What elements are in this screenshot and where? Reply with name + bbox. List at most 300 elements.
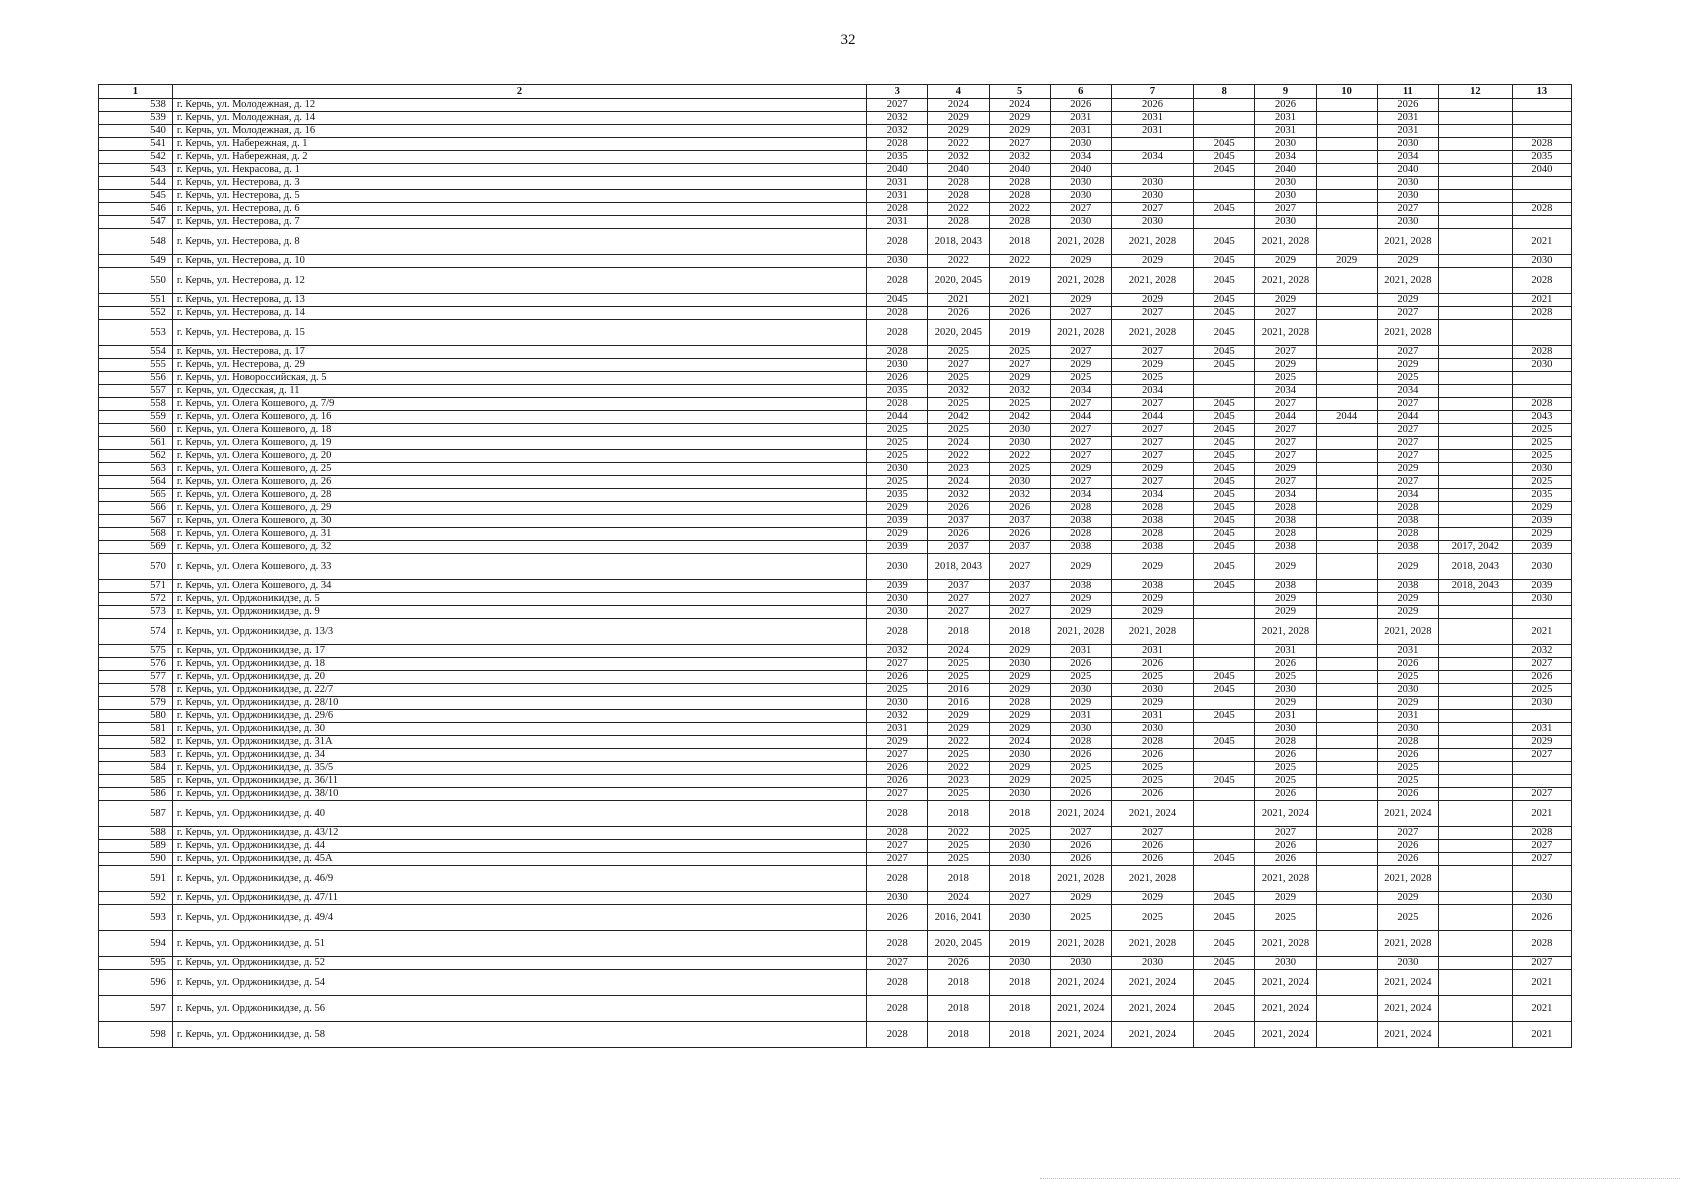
year-cell-8: 2045 xyxy=(1194,671,1255,684)
year-cell-5: 2022 xyxy=(989,255,1050,268)
table-row xyxy=(99,801,1572,827)
year-cell-10 xyxy=(1316,476,1377,489)
year-cell-13: 2027 xyxy=(1512,749,1571,762)
year-cell-13: 2026 xyxy=(1512,905,1571,931)
year-cell-13: 2028 xyxy=(1512,398,1571,411)
year-cell-4: 2020, 2045 xyxy=(928,268,989,294)
year-cell-4: 2022 xyxy=(928,138,989,151)
year-cell-11: 2026 xyxy=(1377,749,1438,762)
year-cell-10 xyxy=(1316,606,1377,619)
year-cell-7: 2029 xyxy=(1111,294,1193,307)
year-cell-12 xyxy=(1438,619,1512,645)
year-cell-12 xyxy=(1438,476,1512,489)
year-cell-4: 2018 xyxy=(928,996,989,1022)
year-cell-4: 2018 xyxy=(928,801,989,827)
year-cell-12: 2017, 2042 xyxy=(1438,541,1512,554)
year-cell-13: 2039 xyxy=(1512,515,1571,528)
year-cell-4: 2016 xyxy=(928,684,989,697)
address-cell: г. Керчь, ул. Одесская, д. 11 xyxy=(172,385,866,398)
year-cell-3: 2026 xyxy=(867,905,928,931)
year-cell-10 xyxy=(1316,619,1377,645)
column-header-9: 9 xyxy=(1255,85,1316,99)
address-cell: г. Керчь, ул. Орджоникидзе, д. 31А xyxy=(172,736,866,749)
year-cell-4: 2025 xyxy=(928,372,989,385)
year-cell-8: 2045 xyxy=(1194,450,1255,463)
address-cell: г. Керчь, ул. Нестерова, д. 12 xyxy=(172,268,866,294)
year-cell-11: 2029 xyxy=(1377,294,1438,307)
year-cell-5: 2018 xyxy=(989,229,1050,255)
year-cell-3: 2039 xyxy=(867,515,928,528)
year-cell-3: 2025 xyxy=(867,424,928,437)
year-cell-10 xyxy=(1316,931,1377,957)
year-cell-5: 2029 xyxy=(989,710,1050,723)
year-cell-10: 2044 xyxy=(1316,411,1377,424)
year-cell-6: 2034 xyxy=(1050,489,1111,502)
table-row xyxy=(99,112,1572,125)
year-cell-12 xyxy=(1438,996,1512,1022)
year-cell-4: 2018, 2043 xyxy=(928,229,989,255)
year-cell-4: 2025 xyxy=(928,788,989,801)
table-row xyxy=(99,905,1572,931)
year-cell-12 xyxy=(1438,320,1512,346)
year-cell-11: 2040 xyxy=(1377,164,1438,177)
year-cell-13: 2025 xyxy=(1512,476,1571,489)
year-cell-3: 2028 xyxy=(867,320,928,346)
year-cell-4: 2025 xyxy=(928,398,989,411)
table-row xyxy=(99,411,1572,424)
year-cell-7: 2044 xyxy=(1111,411,1193,424)
year-cell-10 xyxy=(1316,125,1377,138)
address-cell: г. Керчь, ул. Орджоникидзе, д. 49/4 xyxy=(172,905,866,931)
year-cell-11: 2034 xyxy=(1377,489,1438,502)
year-cell-12 xyxy=(1438,216,1512,229)
address-cell: г. Керчь, ул. Нестерова, д. 5 xyxy=(172,190,866,203)
year-cell-8: 2045 xyxy=(1194,346,1255,359)
year-cell-4: 2016 xyxy=(928,697,989,710)
year-cell-13: 2030 xyxy=(1512,463,1571,476)
address-cell: г. Керчь, ул. Орджоникидзе, д. 5 xyxy=(172,593,866,606)
address-cell: г. Керчь, ул. Олега Кошевого, д. 32 xyxy=(172,541,866,554)
table-row xyxy=(99,320,1572,346)
year-cell-5: 2029 xyxy=(989,762,1050,775)
year-cell-10 xyxy=(1316,866,1377,892)
year-cell-13: 2030 xyxy=(1512,892,1571,905)
year-cell-9: 2021, 2028 xyxy=(1255,619,1316,645)
year-cell-3: 2028 xyxy=(867,398,928,411)
row-number: 582 xyxy=(99,736,173,749)
year-cell-12 xyxy=(1438,190,1512,203)
column-header-3: 3 xyxy=(867,85,928,99)
year-cell-8 xyxy=(1194,801,1255,827)
row-number: 594 xyxy=(99,931,173,957)
year-cell-10 xyxy=(1316,307,1377,320)
year-cell-12 xyxy=(1438,736,1512,749)
year-cell-6: 2027 xyxy=(1050,450,1111,463)
year-cell-4: 2022 xyxy=(928,203,989,216)
year-cell-11: 2021, 2028 xyxy=(1377,268,1438,294)
year-cell-13: 2028 xyxy=(1512,268,1571,294)
row-number: 584 xyxy=(99,762,173,775)
year-cell-9: 2038 xyxy=(1255,515,1316,528)
row-number: 556 xyxy=(99,372,173,385)
row-number: 591 xyxy=(99,866,173,892)
year-cell-10 xyxy=(1316,827,1377,840)
year-cell-5: 2025 xyxy=(989,346,1050,359)
year-cell-6: 2030 xyxy=(1050,177,1111,190)
address-cell: г. Керчь, ул. Орджоникидзе, д. 17 xyxy=(172,645,866,658)
year-cell-4: 2018 xyxy=(928,1022,989,1048)
year-cell-5: 2037 xyxy=(989,515,1050,528)
year-cell-11: 2026 xyxy=(1377,99,1438,112)
year-cell-3: 2025 xyxy=(867,437,928,450)
year-cell-11: 2026 xyxy=(1377,658,1438,671)
year-cell-7: 2025 xyxy=(1111,671,1193,684)
year-cell-5: 2042 xyxy=(989,411,1050,424)
year-cell-13: 2027 xyxy=(1512,658,1571,671)
year-cell-7: 2021, 2024 xyxy=(1111,970,1193,996)
table-row xyxy=(99,970,1572,996)
year-cell-13: 2025 xyxy=(1512,684,1571,697)
year-cell-4: 2029 xyxy=(928,112,989,125)
year-cell-10 xyxy=(1316,398,1377,411)
year-cell-8: 2045 xyxy=(1194,398,1255,411)
year-cell-12 xyxy=(1438,866,1512,892)
year-cell-6: 2030 xyxy=(1050,723,1111,736)
year-cell-9: 2030 xyxy=(1255,138,1316,151)
year-cell-12 xyxy=(1438,138,1512,151)
address-cell: г. Керчь, ул. Олега Кошевого, д. 26 xyxy=(172,476,866,489)
year-cell-5: 2028 xyxy=(989,697,1050,710)
address-cell: г. Керчь, ул. Орджоникидзе, д. 9 xyxy=(172,606,866,619)
year-cell-10 xyxy=(1316,723,1377,736)
address-cell: г. Керчь, ул. Орджоникидзе, д. 56 xyxy=(172,996,866,1022)
column-header-13: 13 xyxy=(1512,85,1571,99)
table-row xyxy=(99,359,1572,372)
table-row xyxy=(99,658,1572,671)
year-cell-11: 2021, 2024 xyxy=(1377,970,1438,996)
year-cell-6: 2025 xyxy=(1050,372,1111,385)
year-cell-4: 2022 xyxy=(928,762,989,775)
year-cell-9: 2034 xyxy=(1255,151,1316,164)
year-cell-6: 2029 xyxy=(1050,463,1111,476)
table-row xyxy=(99,749,1572,762)
year-cell-5: 2018 xyxy=(989,866,1050,892)
year-cell-13 xyxy=(1512,112,1571,125)
year-cell-6: 2038 xyxy=(1050,541,1111,554)
year-cell-7: 2021, 2028 xyxy=(1111,619,1193,645)
year-cell-12 xyxy=(1438,203,1512,216)
year-cell-11: 2029 xyxy=(1377,697,1438,710)
year-cell-10 xyxy=(1316,775,1377,788)
year-cell-13 xyxy=(1512,775,1571,788)
year-cell-11: 2025 xyxy=(1377,372,1438,385)
year-cell-7: 2031 xyxy=(1111,125,1193,138)
year-cell-13 xyxy=(1512,372,1571,385)
column-header-4: 4 xyxy=(928,85,989,99)
table-row xyxy=(99,593,1572,606)
year-cell-7: 2021, 2028 xyxy=(1111,931,1193,957)
year-cell-6: 2031 xyxy=(1050,125,1111,138)
year-cell-4: 2026 xyxy=(928,502,989,515)
year-cell-8 xyxy=(1194,606,1255,619)
year-cell-10 xyxy=(1316,268,1377,294)
year-cell-11: 2030 xyxy=(1377,138,1438,151)
year-cell-13: 2039 xyxy=(1512,541,1571,554)
year-cell-10 xyxy=(1316,502,1377,515)
row-number: 567 xyxy=(99,515,173,528)
year-cell-7: 2021, 2024 xyxy=(1111,1022,1193,1048)
year-cell-3: 2040 xyxy=(867,164,928,177)
table-row xyxy=(99,398,1572,411)
year-cell-3: 2028 xyxy=(867,268,928,294)
year-cell-8: 2045 xyxy=(1194,476,1255,489)
table-row xyxy=(99,476,1572,489)
year-cell-11: 2027 xyxy=(1377,203,1438,216)
year-cell-7: 2028 xyxy=(1111,502,1193,515)
year-cell-3: 2030 xyxy=(867,255,928,268)
year-cell-8: 2045 xyxy=(1194,957,1255,970)
year-cell-6: 2031 xyxy=(1050,710,1111,723)
year-cell-4: 2024 xyxy=(928,99,989,112)
year-cell-8: 2045 xyxy=(1194,710,1255,723)
year-cell-12 xyxy=(1438,684,1512,697)
year-cell-3: 2032 xyxy=(867,710,928,723)
address-cell: г. Керчь, ул. Молодежная, д. 16 xyxy=(172,125,866,138)
year-cell-8: 2045 xyxy=(1194,411,1255,424)
year-cell-9: 2025 xyxy=(1255,762,1316,775)
scan-artifact-line xyxy=(1040,1178,1680,1179)
table-row xyxy=(99,346,1572,359)
year-cell-8: 2045 xyxy=(1194,853,1255,866)
year-cell-9: 2029 xyxy=(1255,606,1316,619)
year-cell-8: 2045 xyxy=(1194,203,1255,216)
table-row xyxy=(99,775,1572,788)
address-cell: г. Керчь, ул. Олега Кошевого, д. 30 xyxy=(172,515,866,528)
year-cell-8: 2045 xyxy=(1194,1022,1255,1048)
year-cell-4: 2020, 2045 xyxy=(928,931,989,957)
year-cell-12 xyxy=(1438,372,1512,385)
address-cell: г. Керчь, ул. Олега Кошевого, д. 34 xyxy=(172,580,866,593)
year-cell-8: 2045 xyxy=(1194,541,1255,554)
year-cell-7: 2027 xyxy=(1111,476,1193,489)
row-number: 541 xyxy=(99,138,173,151)
column-header-1: 1 xyxy=(99,85,173,99)
year-cell-13 xyxy=(1512,762,1571,775)
year-cell-12: 2018, 2043 xyxy=(1438,554,1512,580)
row-number: 549 xyxy=(99,255,173,268)
year-cell-12 xyxy=(1438,229,1512,255)
year-cell-12 xyxy=(1438,788,1512,801)
row-number: 575 xyxy=(99,645,173,658)
address-cell: г. Керчь, ул. Нестерова, д. 14 xyxy=(172,307,866,320)
year-cell-3: 2030 xyxy=(867,593,928,606)
year-cell-8 xyxy=(1194,645,1255,658)
row-number: 572 xyxy=(99,593,173,606)
year-cell-11: 2026 xyxy=(1377,840,1438,853)
year-cell-7: 2029 xyxy=(1111,697,1193,710)
year-cell-11: 2027 xyxy=(1377,827,1438,840)
year-cell-7: 2034 xyxy=(1111,489,1193,502)
year-cell-8: 2045 xyxy=(1194,736,1255,749)
address-cell: г. Керчь, ул. Олега Кошевого, д. 19 xyxy=(172,437,866,450)
year-cell-4: 2023 xyxy=(928,775,989,788)
year-cell-12 xyxy=(1438,671,1512,684)
year-cell-3: 2026 xyxy=(867,372,928,385)
address-cell: г. Керчь, ул. Нестерова, д. 6 xyxy=(172,203,866,216)
year-cell-11: 2027 xyxy=(1377,398,1438,411)
year-cell-6: 2025 xyxy=(1050,905,1111,931)
year-cell-3: 2028 xyxy=(867,307,928,320)
year-cell-3: 2028 xyxy=(867,801,928,827)
year-cell-10 xyxy=(1316,346,1377,359)
year-cell-7: 2030 xyxy=(1111,177,1193,190)
row-number: 581 xyxy=(99,723,173,736)
year-cell-9: 2021, 2028 xyxy=(1255,931,1316,957)
year-cell-12 xyxy=(1438,463,1512,476)
row-number: 586 xyxy=(99,788,173,801)
year-cell-3: 2028 xyxy=(867,138,928,151)
year-cell-3: 2035 xyxy=(867,151,928,164)
year-cell-7: 2030 xyxy=(1111,216,1193,229)
year-cell-6: 2026 xyxy=(1050,99,1111,112)
table-row xyxy=(99,788,1572,801)
year-cell-7: 2027 xyxy=(1111,307,1193,320)
year-cell-8: 2045 xyxy=(1194,905,1255,931)
year-cell-10 xyxy=(1316,359,1377,372)
year-cell-6: 2026 xyxy=(1050,853,1111,866)
year-cell-3: 2028 xyxy=(867,619,928,645)
year-cell-3: 2026 xyxy=(867,775,928,788)
year-cell-9: 2029 xyxy=(1255,892,1316,905)
address-cell: г. Керчь, ул. Молодежная, д. 14 xyxy=(172,112,866,125)
year-cell-13: 2029 xyxy=(1512,502,1571,515)
row-number: 566 xyxy=(99,502,173,515)
row-number: 565 xyxy=(99,489,173,502)
column-header-12: 12 xyxy=(1438,85,1512,99)
table-row xyxy=(99,931,1572,957)
year-cell-3: 2025 xyxy=(867,450,928,463)
year-cell-3: 2035 xyxy=(867,489,928,502)
year-cell-8 xyxy=(1194,697,1255,710)
year-cell-4: 2022 xyxy=(928,827,989,840)
year-cell-8 xyxy=(1194,593,1255,606)
table-row xyxy=(99,528,1572,541)
year-cell-7: 2021, 2028 xyxy=(1111,866,1193,892)
year-cell-6: 2025 xyxy=(1050,775,1111,788)
year-cell-10 xyxy=(1316,229,1377,255)
year-cell-7: 2028 xyxy=(1111,528,1193,541)
row-number: 583 xyxy=(99,749,173,762)
table-row xyxy=(99,372,1572,385)
address-cell: г. Керчь, ул. Нестерова, д. 17 xyxy=(172,346,866,359)
table-row xyxy=(99,463,1572,476)
year-cell-5: 2027 xyxy=(989,359,1050,372)
year-cell-12 xyxy=(1438,151,1512,164)
row-number: 595 xyxy=(99,957,173,970)
year-cell-3: 2027 xyxy=(867,749,928,762)
year-cell-12 xyxy=(1438,255,1512,268)
year-cell-6: 2028 xyxy=(1050,502,1111,515)
year-cell-8: 2045 xyxy=(1194,320,1255,346)
table-row xyxy=(99,255,1572,268)
year-cell-5: 2029 xyxy=(989,112,1050,125)
row-number: 577 xyxy=(99,671,173,684)
address-cell: г. Керчь, ул. Орджоникидзе, д. 30 xyxy=(172,723,866,736)
year-cell-4: 2032 xyxy=(928,151,989,164)
year-cell-9: 2031 xyxy=(1255,125,1316,138)
year-cell-5: 2026 xyxy=(989,307,1050,320)
column-header-6: 6 xyxy=(1050,85,1111,99)
table-row xyxy=(99,827,1572,840)
year-cell-5: 2027 xyxy=(989,892,1050,905)
row-number: 559 xyxy=(99,411,173,424)
year-cell-12 xyxy=(1438,112,1512,125)
year-cell-9: 2027 xyxy=(1255,203,1316,216)
address-cell: г. Керчь, ул. Олега Кошевого, д. 28 xyxy=(172,489,866,502)
row-number: 544 xyxy=(99,177,173,190)
year-cell-5: 2027 xyxy=(989,138,1050,151)
year-cell-10 xyxy=(1316,294,1377,307)
table-row xyxy=(99,502,1572,515)
row-number: 564 xyxy=(99,476,173,489)
table-row xyxy=(99,294,1572,307)
year-cell-6: 2028 xyxy=(1050,736,1111,749)
year-cell-7 xyxy=(1111,164,1193,177)
year-cell-5: 2030 xyxy=(989,905,1050,931)
year-cell-8: 2045 xyxy=(1194,931,1255,957)
year-cell-4: 2028 xyxy=(928,216,989,229)
year-cell-10 xyxy=(1316,554,1377,580)
year-cell-11: 2029 xyxy=(1377,463,1438,476)
year-cell-5: 2027 xyxy=(989,606,1050,619)
year-cell-6: 2029 xyxy=(1050,697,1111,710)
year-cell-11: 2038 xyxy=(1377,541,1438,554)
year-cell-10: 2029 xyxy=(1316,255,1377,268)
year-cell-11: 2029 xyxy=(1377,593,1438,606)
year-cell-12 xyxy=(1438,398,1512,411)
year-cell-5: 2030 xyxy=(989,957,1050,970)
table-row xyxy=(99,619,1572,645)
year-cell-9: 2034 xyxy=(1255,489,1316,502)
row-number: 573 xyxy=(99,606,173,619)
year-cell-12 xyxy=(1438,905,1512,931)
year-cell-13: 2021 xyxy=(1512,996,1571,1022)
year-cell-5: 2028 xyxy=(989,216,1050,229)
year-cell-9: 2044 xyxy=(1255,411,1316,424)
year-cell-9: 2027 xyxy=(1255,450,1316,463)
year-cell-3: 2035 xyxy=(867,385,928,398)
year-cell-3: 2028 xyxy=(867,203,928,216)
year-cell-6: 2038 xyxy=(1050,515,1111,528)
row-number: 553 xyxy=(99,320,173,346)
table-row xyxy=(99,762,1572,775)
address-cell: г. Керчь, ул. Набережная, д. 2 xyxy=(172,151,866,164)
year-cell-10 xyxy=(1316,216,1377,229)
year-cell-7: 2029 xyxy=(1111,606,1193,619)
year-cell-8: 2045 xyxy=(1194,970,1255,996)
row-number: 580 xyxy=(99,710,173,723)
row-number: 593 xyxy=(99,905,173,931)
year-cell-7: 2030 xyxy=(1111,684,1193,697)
year-cell-7: 2021, 2028 xyxy=(1111,268,1193,294)
year-cell-9: 2021, 2024 xyxy=(1255,1022,1316,1048)
year-cell-4: 2032 xyxy=(928,489,989,502)
year-cell-11: 2025 xyxy=(1377,671,1438,684)
year-cell-7: 2031 xyxy=(1111,710,1193,723)
row-number: 561 xyxy=(99,437,173,450)
year-cell-4: 2027 xyxy=(928,606,989,619)
year-cell-12 xyxy=(1438,957,1512,970)
